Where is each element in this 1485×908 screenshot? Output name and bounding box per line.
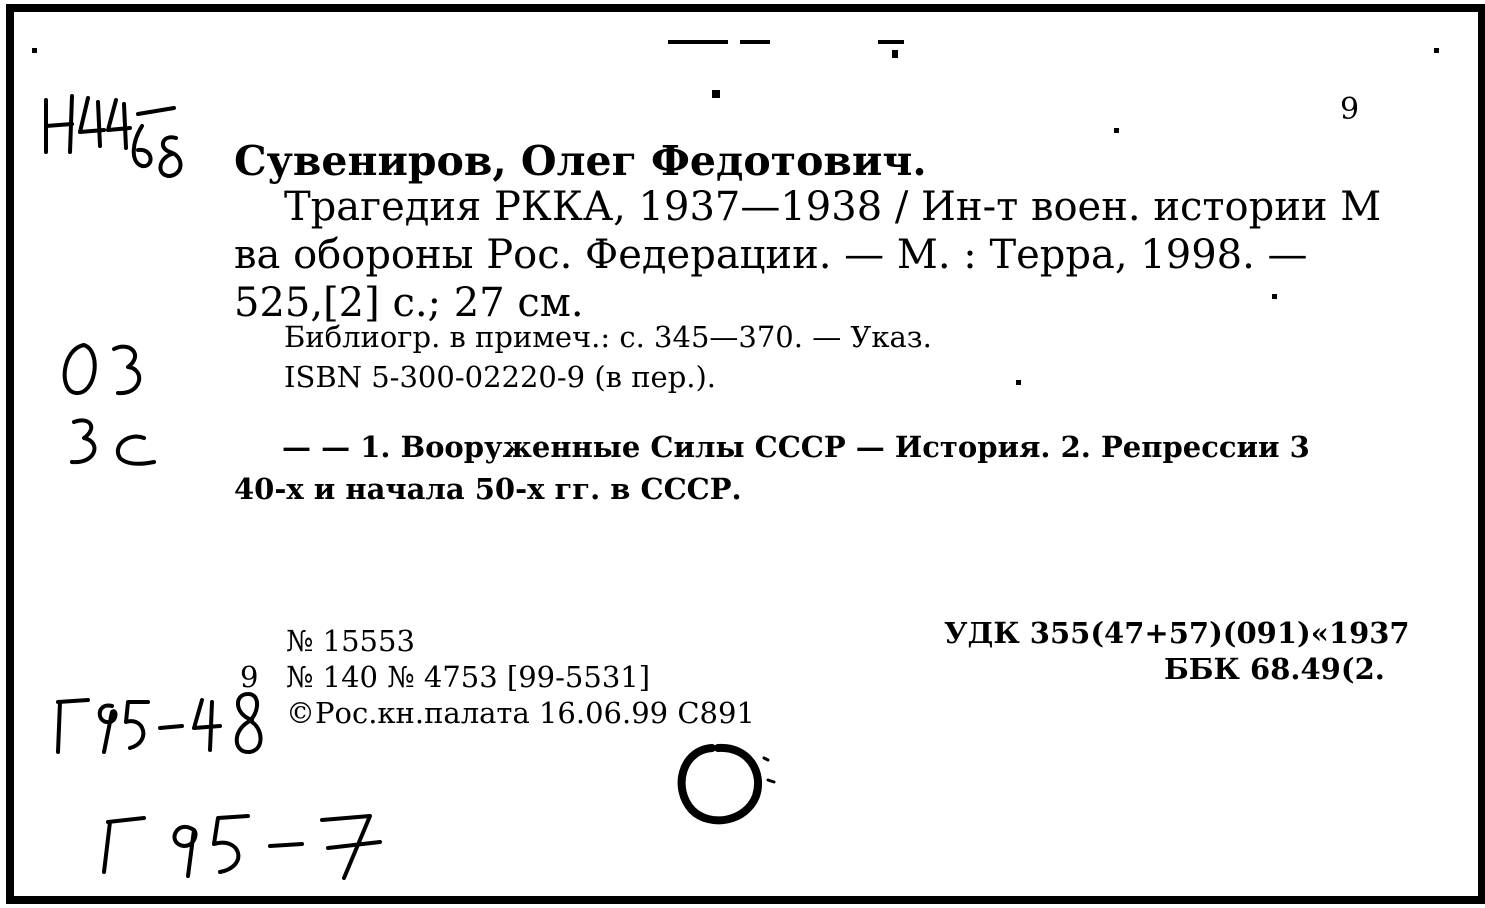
title-line: 525,[2] с.; 27 см.	[234, 280, 584, 326]
scan-speck	[32, 48, 37, 53]
scan-speck	[892, 50, 898, 58]
handwritten-code-g95-48	[44, 672, 274, 762]
record-number: № 140 № 4753 [99-5531]	[286, 660, 651, 694]
left-margin-digit: 9	[240, 660, 259, 694]
isbn-note: ISBN 5-300-02220-9 (в пер.).	[284, 360, 717, 394]
title-line: ва обороны Рос. Федерации. — М. : Терра, 1998. —	[234, 232, 1308, 278]
subject-headings-line: 40-х и начала 50-х гг. в СССР.	[234, 472, 742, 506]
scan-speck	[740, 40, 770, 44]
page-number: 9	[1340, 92, 1360, 127]
catalog-card	[6, 4, 1485, 904]
author-heading: Сувениров, Олег Федотович.	[234, 137, 927, 185]
scan-speck	[1016, 380, 1021, 385]
scan-speck	[1272, 294, 1277, 299]
subject-headings-line: — — 1. Вооруженные Силы СССР — История. 2. Репрессии 3	[282, 430, 1310, 464]
handwritten-code-3c	[58, 412, 168, 482]
scan-speck	[668, 40, 728, 44]
scan-speck	[1114, 128, 1119, 133]
scan-speck	[1434, 48, 1439, 53]
circle-mark	[664, 736, 784, 836]
bibliography-note: Библиогр. в примеч.: с. 345—370. — Указ.	[284, 320, 932, 354]
chamber-stamp-line: ©Рос.кн.палата 16.06.99 С891	[286, 696, 755, 730]
handwritten-shelf-mark	[38, 82, 208, 192]
udk-code: УДК 355(47+57)(091)«1937	[944, 616, 1410, 650]
record-number: № 15553	[286, 624, 415, 658]
title-line: Трагедия РККА, 1937—1938 / Ин-т воен. истории М	[284, 184, 1382, 230]
scan-speck	[878, 40, 904, 44]
bbk-code: ББК 68.49(2.	[1164, 652, 1385, 686]
handwritten-code-g95-7	[90, 786, 410, 886]
handwritten-code-03	[54, 337, 154, 407]
scan-speck	[712, 90, 720, 98]
